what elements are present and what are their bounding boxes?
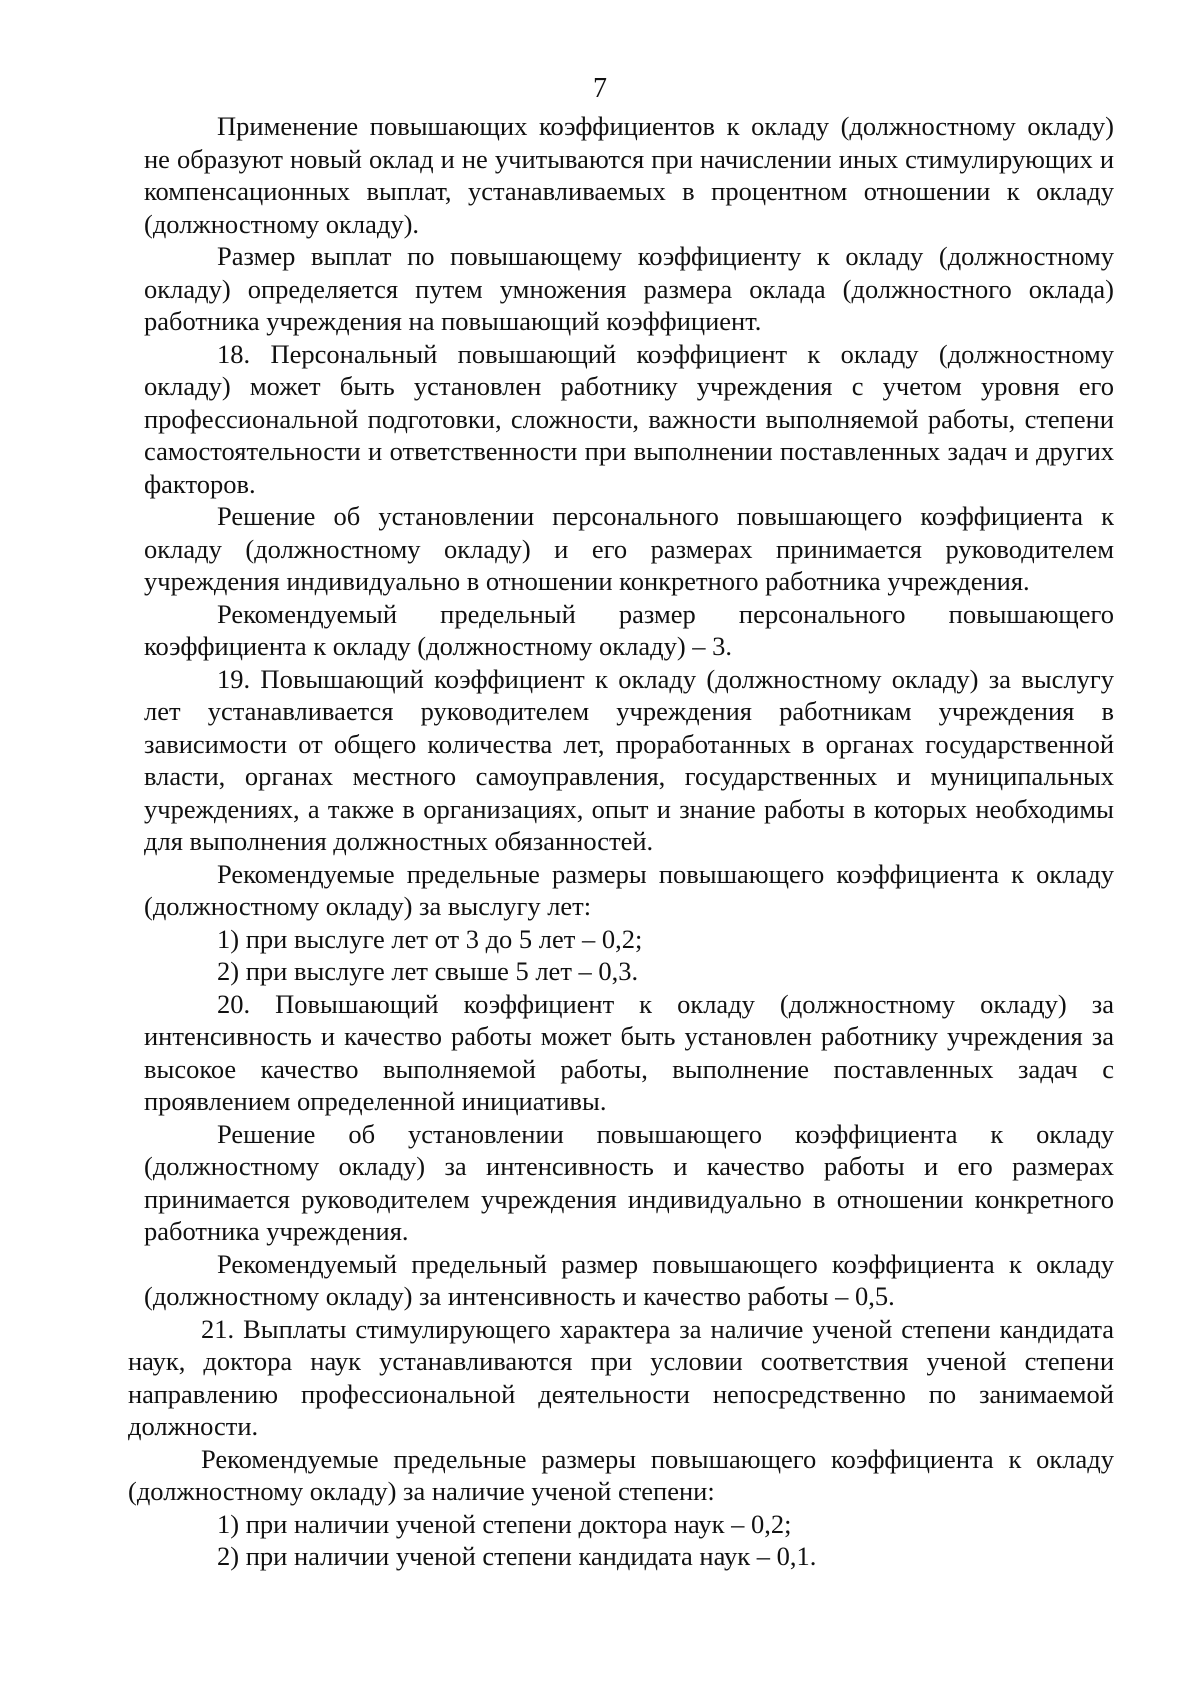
list-item: 1) при наличии ученой степени доктора наук – 0,2;: [217, 1508, 792, 1539]
paragraph: Рекомендуемые предельные размеры повышающего коэффициента к окладу (должностному окладу) за выслугу лет:: [144, 858, 1114, 921]
paragraph: Рекомендуемый предельный размер персонального повышающего коэффициента к окладу (должностному окладу) – 3.: [144, 598, 1114, 661]
list-item: 2) при наличии ученой степени кандидата наук – 0,1.: [217, 1541, 817, 1571]
paragraph-clause-19: 19. Повышающий коэффициент к окладу (должностному окладу) за выслугу лет устанавливается руководителем учреждения работникам учреждения в зависимости от общего количества лет, проработанных в органах государственной власти, органах местного самоуправления, государственных и муниципальных учреждениях, а также в организациях, опыт и знание работы в которых необходимы для выполнения должностных обязанностей.: [144, 663, 1114, 856]
list-item: 1) при выслуге лет от 3 до 5 лет – 0,2;: [217, 923, 643, 954]
document-body: [128, 110, 1114, 1573]
list-item: 2) при выслуге лет свыше 5 лет – 0,3.: [217, 956, 639, 986]
paragraph-clause-18: 18. Персональный повышающий коэффициент к окладу (должностному окладу) может быть установлен работнику учреждения с учетом уровня его профессиональной подготовки, сложности, важности выполняемой работы, степени самостоятельности и ответственности при выполнении поставленных задач и других факторов.: [144, 338, 1114, 499]
paragraph: Решение об установлении персонального повышающего коэффициента к окладу (должностному окладу) и его размерах принимается руководителем учреждения индивидуально в отношении конкретного работника учреждения.: [144, 501, 1114, 596]
paragraph: Решение об установлении повышающего коэффициента к окладу (должностному окладу) за интенсивность и качество работы и его размерах принимается руководителем учреждения индивидуально в отношении конкретного работника учреждения.: [144, 1118, 1114, 1246]
paragraph: Рекомендуемый предельный размер повышающего коэффициента к окладу (должностному окладу) за интенсивность и качество работы – 0,5.: [144, 1248, 1114, 1311]
paragraph: Рекомендуемые предельные размеры повышающего коэффициента к окладу (должностному окладу) за наличие ученой степени:: [128, 1443, 1114, 1506]
paragraph: Размер выплат по повышающему коэффициенту к окладу (должностному окладу) определяется путем умножения размера оклада (должностного оклада) работника учреждения на повышающий коэффициент.: [144, 241, 1114, 336]
paragraph: Применение повышающих коэффициентов к окладу (должностному окладу) не образуют новый оклад и не учитываются при начислении иных стимулирующих и компенсационных выплат, устанавливаемых в процентном отношении к окладу (должностному окладу).: [144, 111, 1114, 239]
page-number: 7: [593, 73, 607, 104]
paragraph-clause-21: 21. Выплаты стимулирующего характера за наличие ученой степени кандидата наук, доктора наук устанавливаются при условии соответствия ученой степени направлению профессиональной деятельности непосредственно по занимаемой должности.: [128, 1313, 1114, 1441]
paragraph-clause-20: 20. Повышающий коэффициент к окладу (должностному окладу) за интенсивность и качество работы может быть установлен работнику учреждения за высокое качество выполняемой работы, выполнение поставленных задач с проявлением определенной инициативы.: [144, 988, 1114, 1116]
